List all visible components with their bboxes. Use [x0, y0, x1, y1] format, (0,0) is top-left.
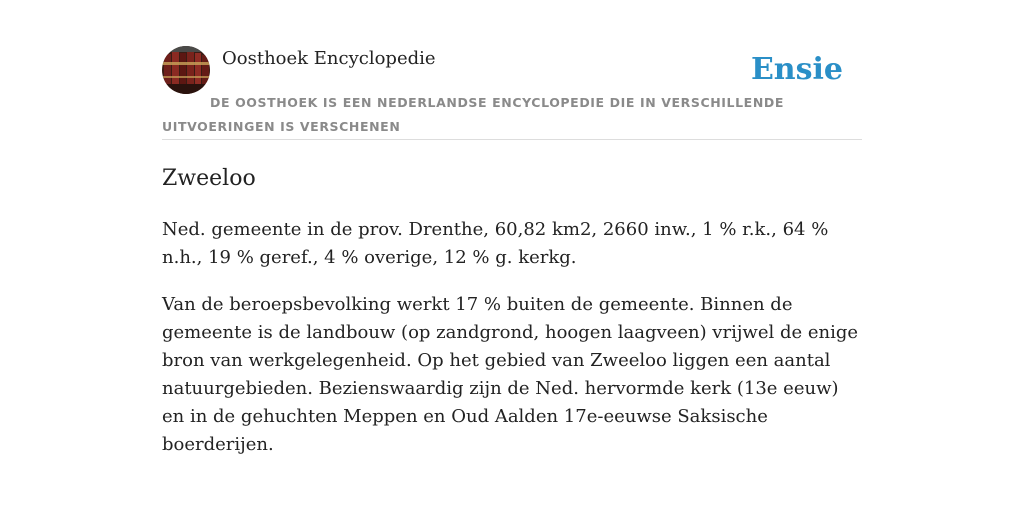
encyclopedia-books-icon	[162, 46, 210, 94]
entry-title: Zweeloo	[162, 166, 256, 191]
source-avatar[interactable]	[162, 46, 210, 94]
entry-card	[162, 46, 862, 459]
entry-paragraph: Van de beroepsbevolking werkt 17 % buiten de gemeente. Binnen de gemeente is de landbouw (op zandgrond, hoogen laagveen) vrijwel de enige bron van werkgelegenheid. Op het gebied van Zweeloo liggen een aantal natuurgebieden. Bezienswaardig zijn de Ned. hervormde kerk (13e eeuw) en in de gehuchten Meppen en Oud Aalden 17e-eeuwse Saksische boerderijen.	[162, 294, 859, 455]
entry-paragraph: Ned. gemeente in de prov. Drenthe, 60,82 km2, 2660 inw., 1 % r.k., 64 % n.h., 19 % geref., 4 % overige, 12 % g. kerkg.	[162, 219, 829, 268]
source-header	[162, 46, 862, 140]
ensie-logo-link[interactable]: Ensie	[750, 52, 843, 87]
source-title[interactable]: Oosthoek Encyclopedie	[222, 48, 436, 69]
source-tagline: DE OOSTHOEK IS EEN NEDERLANDSE ENCYCLOPEDIE DIE IN VERSCHILLENDE UITVOERINGEN IS VERSCHENEN	[162, 95, 784, 134]
